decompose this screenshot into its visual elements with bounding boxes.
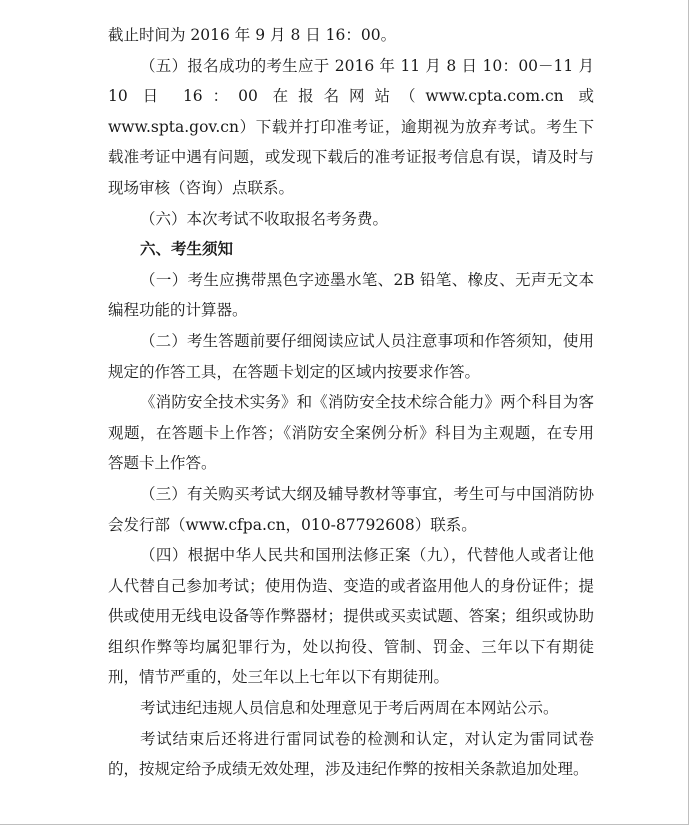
paragraph-deadline: 截止时间为 2016 年 9 月 8 日 16：00。	[108, 26, 397, 44]
section-heading-candidate-notice: 六、考生须知	[140, 239, 234, 259]
paragraph-item-6: （六）本次考试不收取报名考务费。	[140, 209, 389, 228]
paragraph-notice-4: （四）根据中华人民共和国刑法修正案（九），代替他人或者让他人代替自己参加考试；使用伪造、变造的或者盗用他人的身份证件；提供或使用无线电设备等作弊器材；提供或买卖试题、答案；组织或协助组织作弊等均属犯罪行为，处以拘役、管制、罚金、三年以下有期徒刑，情节严重的，处三年以上七年以下有期徒刑。	[108, 546, 594, 687]
document-body	[108, 20, 594, 785]
paragraph-notice-2: （二）考生答题前要仔细阅读应试人员注意事项和作答须知，使用规定的作答工具，在答题卡划定的区域内按要求作答。	[108, 331, 594, 381]
paragraph-notice-3: （三）有关购买考试大纲及辅导教材等事宜，考生可与中国消防协会发行部（www.cfpa.cn，010-87792608）联系。	[108, 484, 594, 534]
paragraph-identical-papers: 考试结束后还将进行雷同试卷的检测和认定，对认定为雷同试卷的，按规定给予成绩无效处理，涉及违纪作弊的按相关条款追加处理。	[108, 729, 594, 779]
paragraph-violation-publicity: 考试违纪违规人员信息和处理意见于考后两周在本网站公示。	[140, 699, 559, 718]
paragraph-subjects: 《消防安全技术实务》和《消防安全技术综合能力》两个科目为客观题，在答题卡上作答；《消防安全案例分析》科目为主观题，在专用答题卡上作答。	[108, 393, 594, 473]
paragraph-notice-1: （一）考生应携带黑色字迹墨水笔、2B 铅笔、橡皮、无声无文本编程功能的计算器。	[108, 270, 594, 320]
paragraph-item-5: （五）报名成功的考生应于 2016 年 11 月 8 日 10：00－11 月 10 日 16：00 在报名网站（www.cpta.com.cn 或 www.spta.gov.cn）下载并打印准考证，逾期视为放弃考试。考生下载准考证中遇有问题，或发现下载后的准考证报考信息有误，请及时与现场审核（咨询）点联系。	[108, 56, 594, 197]
